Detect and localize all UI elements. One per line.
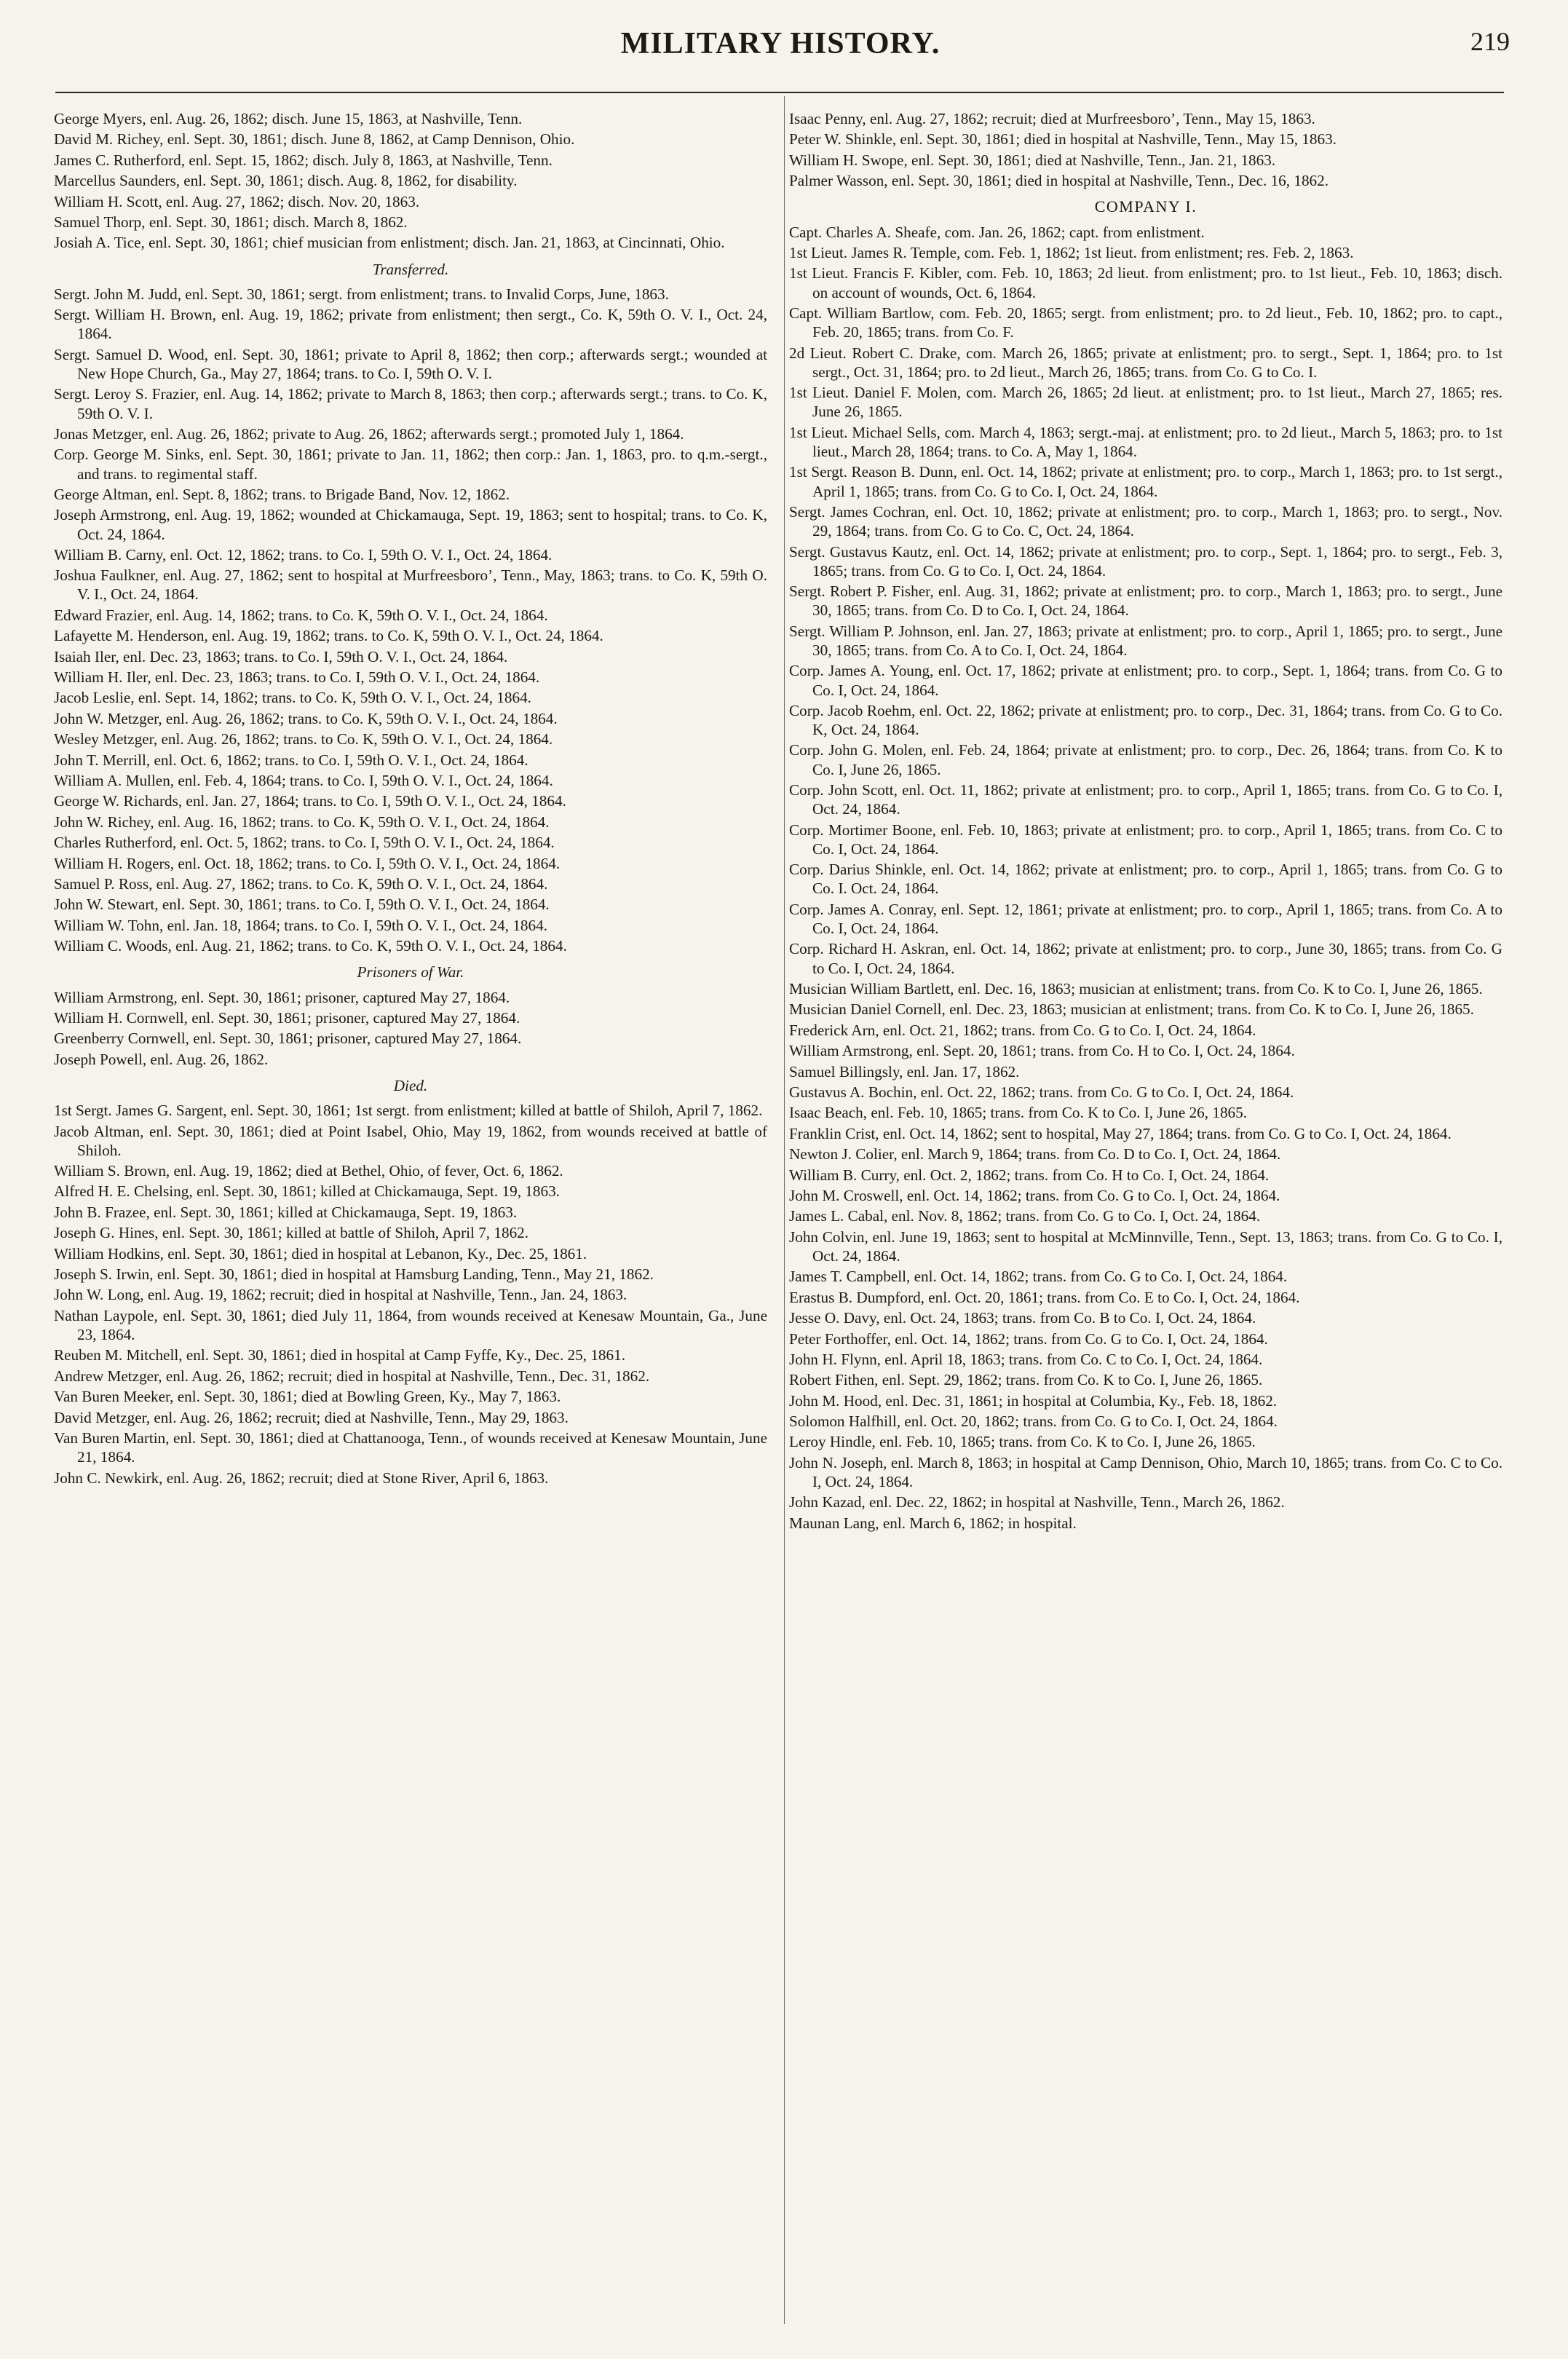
roster-entry: Peter Forthoffer, enl. Oct. 14, 1862; trans. from Co. G to Co. I, Oct. 24, 1864. — [789, 1329, 1268, 1348]
roster-entry: John Colvin, enl. June 19, 1863; sent to hospital at McMinnville, Tenn., Sept. 13, 1863; trans. from Co. G to Co. I, Oct. 24, 1864. — [789, 1228, 1502, 1265]
roster-entry: Corp. John Scott, enl. Oct. 11, 1862; private at enlistment; pro. to corp., April 1, 1865; trans. from Co. G to Co. I, Oct. 24, 1864. — [789, 781, 1502, 818]
roster-entry: Josiah A. Tice, enl. Sept. 30, 1861; chief musician from enlistment; disch. Jan. 21, 1863, at Cincinnati, Ohio. — [54, 234, 725, 252]
roster-entry: John W. Metzger, enl. Aug. 26, 1862; trans. to Co. K, 59th O. V. I., Oct. 24, 1864. — [54, 709, 558, 727]
roster-entry: William H. Swope, enl. Sept. 30, 1861; died at Nashville, Tenn., Jan. 21, 1863. — [789, 151, 1276, 169]
roster-entry: Samuel P. Ross, enl. Aug. 27, 1862; trans. to Co. K, 59th O. V. I., Oct. 24, 1864. — [54, 874, 548, 893]
company-heading: COMPANY I. — [1094, 197, 1197, 216]
roster-entry: John H. Flynn, enl. April 18, 1863; trans. from Co. C to Co. I, Oct. 24, 1864. — [789, 1350, 1263, 1368]
roster-entry: Sergt. James Cochran, enl. Oct. 10, 1862; private at enlistment; pro. to corp., March 1, 1863; pro. to sergt., Nov. 29, 1864; trans. from Co. G to Co. C, Oct. 24, 1864. — [789, 502, 1502, 540]
roster-entry: William Armstrong, enl. Sept. 30, 1861; prisoner, captured May 27, 1864. — [54, 988, 510, 1006]
roster-entry: Isaac Penny, enl. Aug. 27, 1862; recruit; died at Murfreesboro’, Tenn., May 15, 1863. — [789, 110, 1315, 127]
roster-entry: Andrew Metzger, enl. Aug. 26, 1862; recruit; died in hospital at Nashville, Tenn., Dec. 31, 1862. — [54, 1367, 650, 1385]
roster-entry: Corp. Jacob Roehm, enl. Oct. 22, 1862; private at enlistment; pro. to corp., Dec. 31, 1864; trans. from Co. G to Co. K, Oct. 24, 1864. — [789, 701, 1502, 739]
roster-entry: Frederick Arn, enl. Oct. 21, 1862; trans. from Co. G to Co. I, Oct. 24, 1864. — [789, 1021, 1256, 1039]
roster-entry: Franklin Crist, enl. Oct. 14, 1862; sent to hospital, May 27, 1864; trans. from Co. G to Co. I, Oct. 24, 1864. — [789, 1124, 1452, 1142]
roster-entry: John W. Richey, enl. Aug. 16, 1862; trans. to Co. K, 59th O. V. I., Oct. 24, 1864. — [54, 813, 550, 831]
section-subhead: Prisoners of War. — [357, 963, 464, 981]
roster-entry: Jacob Altman, enl. Sept. 30, 1861; died at Point Isabel, Ohio, May 19, 1862, from wounds received at battle of Shiloh. — [54, 1122, 767, 1159]
roster-entry: James C. Rutherford, enl. Sept. 15, 1862; disch. July 8, 1863, at Nashville, Tenn. — [54, 151, 553, 169]
roster-entry: Sergt. Leroy S. Frazier, enl. Aug. 14, 1862; private to March 8, 1863; then corp.; afterwards sergt.; trans. to Co. K, 59th O. V. I. — [54, 385, 767, 422]
column-divider — [784, 96, 785, 2324]
page-title: MILITARY HISTORY. — [620, 27, 941, 60]
roster-entry: Corp. James A. Conray, enl. Sept. 12, 1861; private at enlistment; pro. to corp., April 1, 1865; trans. from Co. A to Co. I, Oct. 24, 1864. — [789, 900, 1502, 938]
roster-entry: Sergt. John M. Judd, enl. Sept. 30, 1861; sergt. from enlistment; trans. to Invalid Corps, June, 1863. — [54, 285, 669, 303]
roster-entry: Sergt. Samuel D. Wood, enl. Sept. 30, 1861; private to April 8, 1862; then corp.; afterwards sergt.; wounded at New Hope Church, Ga., May 27, 1864; trans. to Co. I, 59th O. V. I. — [54, 345, 767, 382]
roster-entry: William Hodkins, enl. Sept. 30, 1861; died in hospital at Lebanon, Ky., Dec. 25, 1861. — [54, 1244, 587, 1263]
roster-entry: Maunan Lang, enl. March 6, 1862; in hospital. — [789, 1514, 1077, 1532]
roster-entry: Joseph S. Irwin, enl. Sept. 30, 1861; died in hospital at Hamsburg Landing, Tenn., May 21, 1862. — [54, 1265, 654, 1284]
roster-entry: Gustavus A. Bochin, enl. Oct. 22, 1862; trans. from Co. G to Co. I, Oct. 24, 1864. — [789, 1083, 1294, 1101]
roster-entry: William S. Brown, enl. Aug. 19, 1862; died at Bethel, Ohio, of fever, Oct. 6, 1862. — [54, 1162, 563, 1180]
roster-entry: John Kazad, enl. Dec. 22, 1862; in hospital at Nashville, Tenn., March 26, 1862. — [789, 1493, 1285, 1512]
roster-entry: Leroy Hindle, enl. Feb. 10, 1865; trans. from Co. K to Co. I, June 26, 1865. — [789, 1433, 1256, 1451]
roster-entry: Palmer Wasson, enl. Sept. 30, 1861; died in hospital at Nashville, Tenn., Dec. 16, 1862. — [789, 172, 1329, 190]
roster-entry: Reuben M. Mitchell, enl. Sept. 30, 1861; died in hospital at Camp Fyffe, Ky., Dec. 25, 1861. — [54, 1346, 626, 1364]
roster-entry: 1st Sergt. James G. Sargent, enl. Sept. 30, 1861; 1st sergt. from enlistment; killed at battle of Shiloh, April 7, 1862. — [54, 1102, 763, 1120]
roster-entry: Corp. John G. Molen, enl. Feb. 24, 1864; private at enlistment; pro. to corp., Dec. 26, 1864; trans. from Co. K to Co. I, June 26, 1865. — [789, 741, 1502, 778]
roster-entry: 1st Lieut. Francis F. Kibler, com. Feb. 10, 1863; 2d lieut. from enlistment; pro. to 1st lieut., Feb. 10, 1863; disch. on account of wounds, Oct. 6, 1864. — [789, 264, 1502, 301]
roster-entry: William Armstrong, enl. Sept. 20, 1861; trans. from Co. H to Co. I, Oct. 24, 1864. — [789, 1042, 1295, 1060]
roster-entry: 1st Lieut. Daniel F. Molen, com. March 26, 1865; 2d lieut. at enlistment; pro. to 1st lieut., March 27, 1865; res. June 26, 1865. — [789, 384, 1502, 421]
roster-entry: Joseph Armstrong, enl. Aug. 19, 1862; wounded at Chickamauga, Sept. 19, 1863; sent to hospital; trans. to Co. K, Oct. 24, 1864. — [54, 506, 767, 543]
roster-entry: George W. Richards, enl. Jan. 27, 1864; trans. to Co. I, 59th O. V. I., Oct. 24, 1864. — [54, 792, 566, 810]
roster-entry: John M. Hood, enl. Dec. 31, 1861; in hospital at Columbia, Ky., Feb. 18, 1862. — [789, 1391, 1278, 1410]
roster-entry: David M. Richey, enl. Sept. 30, 1861; disch. June 8, 1862, at Camp Dennison, Ohio. — [54, 130, 575, 149]
roster-entry: James L. Cabal, enl. Nov. 8, 1862; trans. from Co. G to Co. I, Oct. 24, 1864. — [789, 1207, 1261, 1225]
roster-entry: Alfred H. E. Chelsing, enl. Sept. 30, 1861; killed at Chickamauga, Sept. 19, 1863. — [54, 1182, 560, 1201]
roster-entry: William A. Mullen, enl. Feb. 4, 1864; trans. to Co. I, 59th O. V. I., Oct. 24, 1864. — [54, 772, 553, 789]
roster-entry: Erastus B. Dumpford, enl. Oct. 20, 1861; trans. from Co. E to Co. I, Oct. 24, 1864. — [789, 1288, 1300, 1306]
roster-entry: Van Buren Meeker, enl. Sept. 30, 1861; died at Bowling Green, Ky., May 7, 1863. — [54, 1388, 561, 1406]
roster-entry: Greenberry Cornwell, enl. Sept. 30, 1861; prisoner, captured May 27, 1864. — [54, 1030, 522, 1048]
roster-entry: Robert Fithen, enl. Sept. 29, 1862; trans. from Co. K to Co. I, June 26, 1865. — [789, 1371, 1263, 1389]
roster-entry: Samuel Billingsly, enl. Jan. 17, 1862. — [789, 1062, 1020, 1080]
roster-entry: Sergt. William H. Brown, enl. Aug. 19, 1862; private from enlistment; then sergt., Co. K, 59th O. V. I., Oct. 24, 1864. — [54, 306, 767, 343]
roster-entry: Corp. Richard H. Askran, enl. Oct. 14, 1862; private at enlistment; pro. to corp., June 30, 1865; trans. from Co. G to Co. I, Oct. 24, 1864. — [789, 940, 1502, 977]
roster-entry: Musician Daniel Cornell, enl. Dec. 23, 1863; musician at enlistment; trans. from Co. K to Co. I, June 26, 1865. — [789, 1000, 1474, 1019]
roster-entry: Newton J. Colier, enl. March 9, 1864; trans. from Co. D to Co. I, Oct. 24, 1864. — [789, 1145, 1281, 1163]
roster-entry: Jonas Metzger, enl. Aug. 26, 1862; private to Aug. 26, 1862; afterwards sergt.; promoted July 1, 1864. — [54, 424, 684, 443]
roster-entry: Van Buren Martin, enl. Sept. 30, 1861; died at Chattanooga, Tenn., of wounds received at Kenesaw Mountain, June 21, 1864. — [54, 1429, 767, 1466]
roster-entry: Musician William Bartlett, enl. Dec. 16, 1863; musician at enlistment; trans. from Co. K to Co. I, June 26, 1865. — [789, 980, 1483, 998]
roster-entry: John B. Frazee, enl. Sept. 30, 1861; killed at Chickamauga, Sept. 19, 1863. — [54, 1203, 518, 1221]
left-column — [54, 109, 767, 1489]
roster-entry: William H. Rogers, enl. Oct. 18, 1862; trans. to Co. I, 59th O. V. I., Oct. 24, 1864. — [54, 854, 561, 872]
roster-entry: Corp. Darius Shinkle, enl. Oct. 14, 1862; private at enlistment; pro. to corp., April 1, 1865; trans. from Co. G to Co. I. Oct. 24, 1864. — [789, 861, 1502, 898]
roster-entry: 1st Lieut. Michael Sells, com. March 4, 1863; sergt.-maj. at enlistment; pro. to 2d lieut., March 5, 1863; pro. to 1st lieut., March 28, 1864; trans. to Co. A, May 1, 1864. — [789, 423, 1502, 460]
roster-entry: 2d Lieut. Robert C. Drake, com. March 26, 1865; private at enlistment; pro. to sergt., Sept. 1, 1864; pro. to 1st sergt., Oct. 31, 1864; pro. to 2d lieut., March 26, 1865; trans. from Co. G to Co. I. — [789, 344, 1502, 381]
roster-entry: Marcellus Saunders, enl. Sept. 30, 1861; disch. Aug. 8, 1862, for disability. — [54, 172, 518, 190]
roster-entry: Corp. James A. Young, enl. Oct. 17, 1862; private at enlistment; pro. to corp., Sept. 1, 1864; trans. from Co. G to Co. I, Oct. 24, 1864. — [789, 662, 1502, 699]
roster-entry: William B. Carny, enl. Oct. 12, 1862; trans. to Co. I, 59th O. V. I., Oct. 24, 1864. — [54, 545, 553, 564]
roster-entry: John N. Joseph, enl. March 8, 1863; in hospital at Camp Dennison, Ohio, March 10, 1865; trans. from Co. C to Co. I, Oct. 24, 1864. — [789, 1453, 1502, 1491]
roster-entry: John W. Stewart, enl. Sept. 30, 1861; trans. to Co. I, 59th O. V. I., Oct. 24, 1864. — [54, 896, 550, 914]
roster-entry: Samuel Thorp, enl. Sept. 30, 1861; disch. March 8, 1862. — [54, 213, 408, 231]
roster-entry: John W. Long, enl. Aug. 19, 1862; recruit; died in hospital at Nashville, Tenn., Jan. 24, 1863. — [54, 1286, 627, 1304]
roster-entry: John T. Merrill, enl. Oct. 6, 1862; trans. to Co. I, 59th O. V. I., Oct. 24, 1864. — [54, 751, 528, 769]
roster-entry: Sergt. Gustavus Kautz, enl. Oct. 14, 1862; private at enlistment; pro. to corp., Sept. 1, 1864; pro. to sergt., Feb. 3, 1865; trans. from Co. G to Co. I, Oct. 24, 1864. — [789, 542, 1502, 580]
header-rule — [55, 92, 1504, 93]
roster-entry: John M. Croswell, enl. Oct. 14, 1862; trans. from Co. G to Co. I, Oct. 24, 1864. — [789, 1186, 1280, 1204]
roster-entry: Wesley Metzger, enl. Aug. 26, 1862; trans. to Co. K, 59th O. V. I., Oct. 24, 1864. — [54, 730, 553, 748]
roster-entry: Peter W. Shinkle, enl. Sept. 30, 1861; died in hospital at Nashville, Tenn., May 15, 1863. — [789, 130, 1337, 149]
roster-entry: George Altman, enl. Sept. 8, 1862; trans. to Brigade Band, Nov. 12, 1862. — [54, 485, 510, 503]
roster-entry: Joshua Faulkner, enl. Aug. 27, 1862; sent to hospital at Murfreesboro’, Tenn., May, 1863; trans. to Co. K, 59th O. V. I., Oct. 24, 1864. — [54, 566, 767, 604]
roster-entry: Corp. Mortimer Boone, enl. Feb. 10, 1863; private at enlistment; pro. to corp., April 1, 1865; trans. from Co. C to Co. I, Oct. 24, 1864. — [789, 821, 1502, 858]
roster-entry: James T. Campbell, enl. Oct. 14, 1862; trans. from Co. G to Co. I, Oct. 24, 1864. — [789, 1268, 1288, 1286]
section-subhead: Transferred. — [372, 260, 449, 278]
page-header — [51, 26, 1510, 84]
roster-entry: George Myers, enl. Aug. 26, 1862; disch. June 15, 1863, at Nashville, Tenn. — [54, 110, 523, 127]
roster-entry: Corp. George M. Sinks, enl. Sept. 30, 1861; private to Jan. 11, 1862; then corp.: Jan. 1, 1863, pro. to q.m.-sergt., and trans. to regimental staff. — [54, 446, 767, 483]
roster-entry: Lafayette M. Henderson, enl. Aug. 19, 1862; trans. to Co. K, 59th O. V. I., Oct. 24, 1864. — [54, 627, 603, 645]
roster-entry: John C. Newkirk, enl. Aug. 26, 1862; recruit; died at Stone River, April 6, 1863. — [54, 1469, 549, 1487]
roster-entry: 1st Lieut. James R. Temple, com. Feb. 1, 1862; 1st lieut. from enlistment; res. Feb. 2, 1863. — [789, 243, 1354, 261]
roster-entry: William W. Tohn, enl. Jan. 18, 1864; trans. to Co. I, 59th O. V. I., Oct. 24, 1864. — [54, 916, 547, 934]
page-number: 219 — [1470, 27, 1510, 56]
roster-entry: Isaiah Iler, enl. Dec. 23, 1863; trans. to Co. I, 59th O. V. I., Oct. 24, 1864. — [54, 647, 508, 665]
roster-entry: Joseph G. Hines, enl. Sept. 30, 1861; killed at battle of Shiloh, April 7, 1862. — [54, 1224, 529, 1242]
roster-entry: David Metzger, enl. Aug. 26, 1862; recruit; died at Nashville, Tenn., May 29, 1863. — [54, 1408, 569, 1426]
roster-entry: William H. Scott, enl. Aug. 27, 1862; disch. Nov. 20, 1863. — [54, 192, 420, 210]
roster-entry: Sergt. William P. Johnson, enl. Jan. 27, 1863; private at enlistment; pro. to corp., April 1, 1865; pro. to sergt., June 30, 1865; trans. from Co. A to Co. I, Oct. 24, 1864. — [789, 622, 1502, 659]
roster-entry: Jacob Leslie, enl. Sept. 14, 1862; trans. to Co. K, 59th O. V. I., Oct. 24, 1864. — [54, 689, 531, 707]
roster-entry: Joseph Powell, enl. Aug. 26, 1862. — [54, 1050, 269, 1068]
roster-entry: Isaac Beach, enl. Feb. 10, 1865; trans. from Co. K to Co. I, June 26, 1865. — [789, 1104, 1248, 1122]
roster-entry: Jesse O. Davy, enl. Oct. 24, 1863; trans. from Co. B to Co. I, Oct. 24, 1864. — [789, 1309, 1256, 1327]
roster-entry: 1st Sergt. Reason B. Dunn, enl. Oct. 14, 1862; private at enlistment; pro. to corp., March 1, 1863; pro. to 1st sergt., April 1, 1865; trans. from Co. G to Co. I, Oct. 24, 1864. — [789, 463, 1502, 500]
roster-entry: William B. Curry, enl. Oct. 2, 1862; trans. from Co. H to Co. I, Oct. 24, 1864. — [789, 1166, 1270, 1184]
roster-entry: Capt. Charles A. Sheafe, com. Jan. 26, 1862; capt. from enlistment. — [789, 223, 1205, 241]
roster-entry: William H. Iler, enl. Dec. 23, 1863; trans. to Co. I, 59th O. V. I., Oct. 24, 1864. — [54, 668, 540, 687]
roster-entry: William C. Woods, enl. Aug. 21, 1862; trans. to Co. K, 59th O. V. I., Oct. 24, 1864. — [54, 937, 567, 955]
roster-entry: Charles Rutherford, enl. Oct. 5, 1862; trans. to Co. I, 59th O. V. I., Oct. 24, 1864. — [54, 834, 555, 852]
roster-entry: Edward Frazier, enl. Aug. 14, 1862; trans. to Co. K, 59th O. V. I., Oct. 24, 1864. — [54, 606, 548, 624]
roster-entry: William H. Cornwell, enl. Sept. 30, 1861; prisoner, captured May 27, 1864. — [54, 1008, 520, 1027]
roster-entry: Sergt. Robert P. Fisher, enl. Aug. 31, 1862; private at enlistment; pro. to corp., March 1, 1863; pro. to sergt., June 30, 1865; trans. from Co. D to Co. I, Oct. 24, 1864. — [789, 582, 1502, 620]
right-column — [789, 109, 1502, 1534]
section-subhead: Died. — [393, 1076, 428, 1094]
roster-entry: Nathan Laypole, enl. Sept. 30, 1861; died July 11, 1864, from wounds received at Kenesaw Mountain, Ga., June 23, 1864. — [54, 1306, 767, 1344]
roster-entry: Solomon Halfhill, enl. Oct. 20, 1862; trans. from Co. G to Co. I, Oct. 24, 1864. — [789, 1412, 1278, 1431]
roster-entry: Capt. William Bartlow, com. Feb. 20, 1865; sergt. from enlistment; pro. to 2d lieut., Feb. 10, 1862; pro. to capt., Feb. 20, 1865; trans. from Co. F. — [789, 304, 1502, 341]
